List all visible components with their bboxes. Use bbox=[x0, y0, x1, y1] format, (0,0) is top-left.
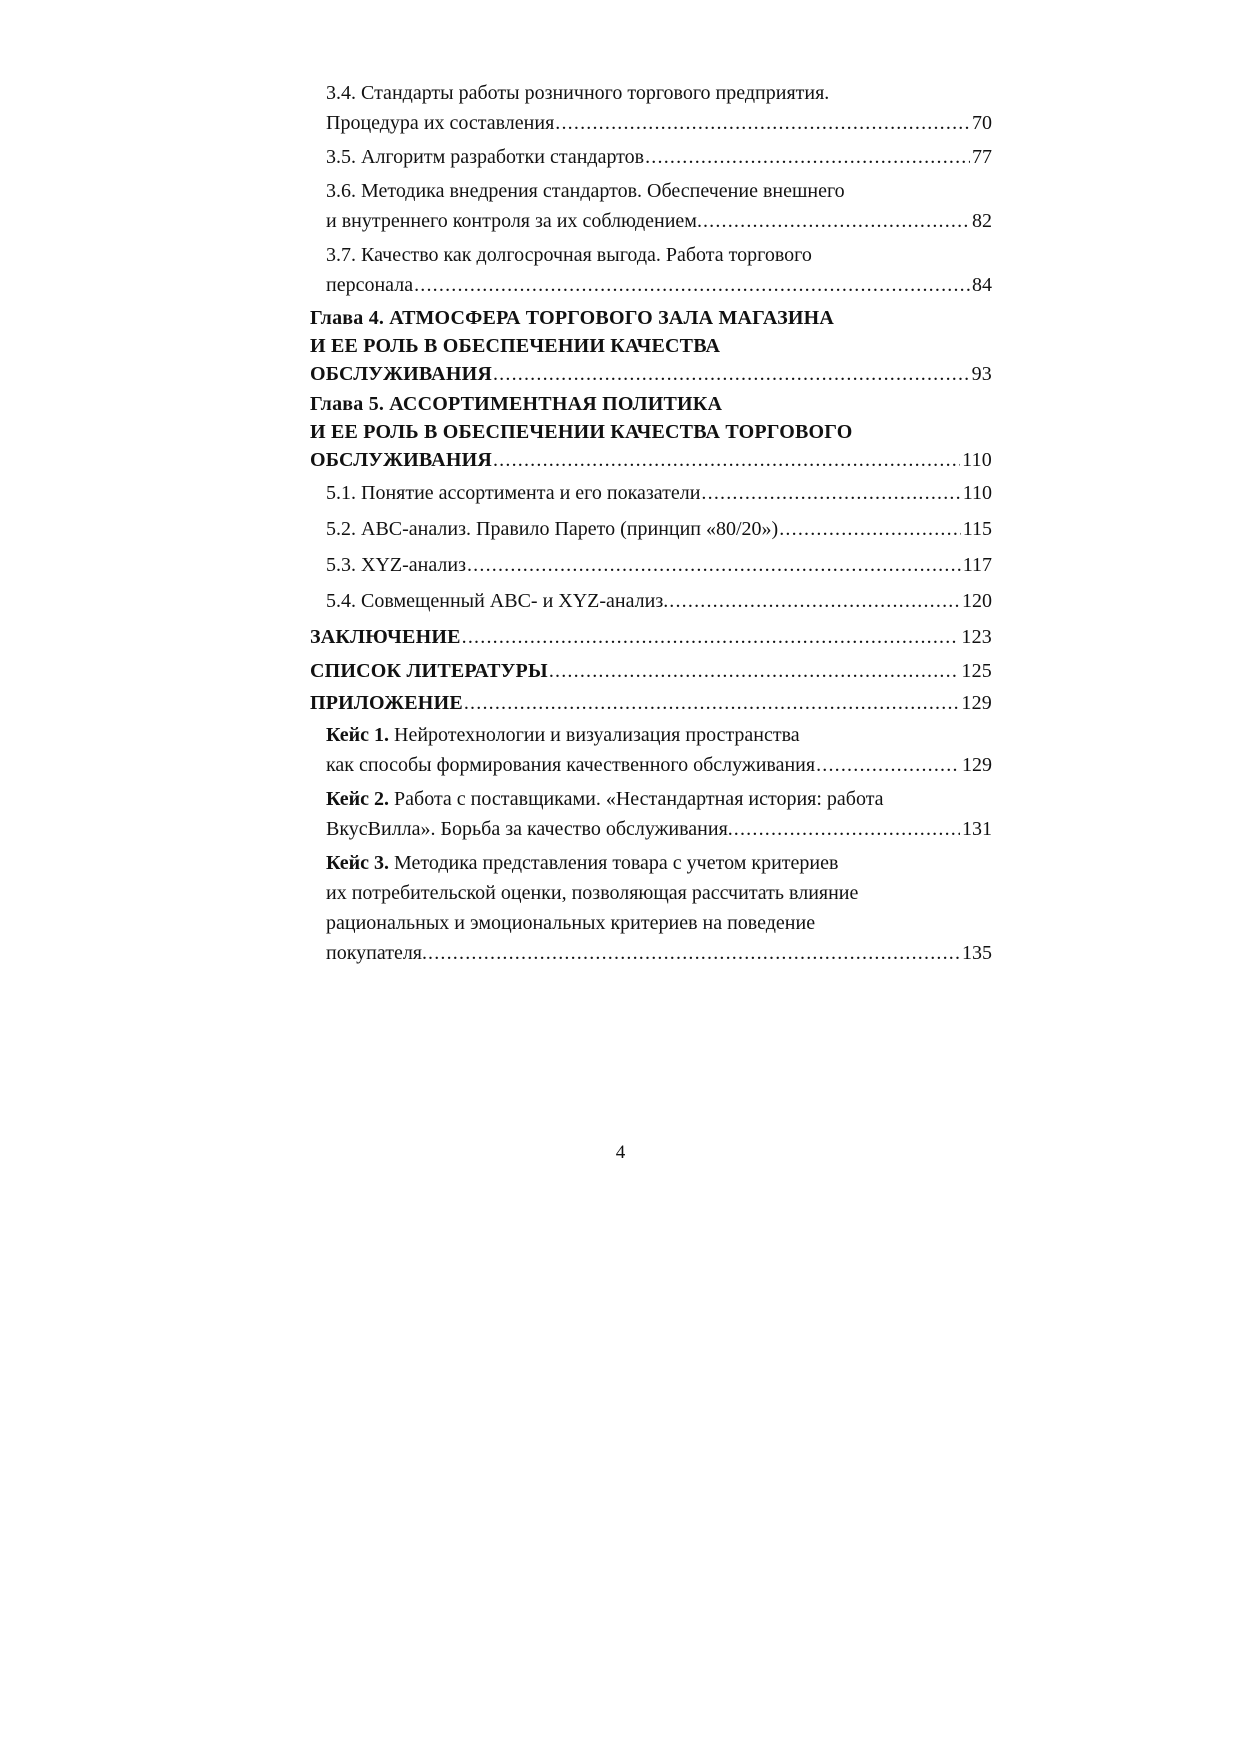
toc-page-number: 120 bbox=[962, 590, 992, 612]
toc-case-1[interactable] bbox=[326, 720, 992, 780]
toc-page-number: 117 bbox=[962, 554, 992, 576]
toc-entry-text: 5.3. XYZ-анализ bbox=[326, 554, 466, 576]
toc-chapter-title: ОБСЛУЖИВАНИЯ bbox=[310, 363, 492, 385]
toc-chapter-title: ОБСЛУЖИВАНИЯ bbox=[310, 449, 492, 471]
toc-chapter-title: Глава 4. АТМОСФЕРА ТОРГОВОГО ЗАЛА МАГАЗИНА bbox=[310, 307, 834, 329]
toc-chapter-5[interactable] bbox=[310, 390, 992, 474]
toc-entry-3-4[interactable] bbox=[326, 78, 992, 138]
case-first-line bbox=[326, 784, 992, 814]
toc-entry-text: персонала bbox=[326, 274, 414, 296]
case-title: Работа с поставщиками. «Нестандартная история: работа bbox=[394, 788, 884, 810]
toc-entry-text: их потребительской оценки, позволяющая рассчитать влияние bbox=[326, 882, 859, 904]
dot-leader bbox=[645, 142, 970, 172]
case-label: Кейс 2. bbox=[326, 788, 390, 810]
toc-page-number: 129 bbox=[961, 692, 992, 714]
case-title: Методика представления товара с учетом критериев bbox=[394, 852, 839, 874]
toc-page-number: 123 bbox=[961, 626, 992, 648]
toc-entry-text: как способы формирования качественного обслуживания bbox=[326, 754, 816, 776]
toc-page-number: 110 bbox=[962, 482, 992, 504]
case-title: Нейротехнологии и визуализация пространства bbox=[394, 724, 800, 746]
toc-entry-text: Процедура их составления bbox=[326, 112, 555, 134]
toc-entry-text: рациональных и эмоциональных критериев на поведение bbox=[326, 912, 816, 934]
dot-leader bbox=[467, 550, 961, 580]
dot-leader bbox=[779, 514, 961, 544]
toc-page-number: 70 bbox=[972, 112, 992, 134]
case-first-line bbox=[326, 848, 992, 878]
dot-leader bbox=[549, 656, 960, 686]
case-label: Кейс 3. bbox=[326, 852, 390, 874]
toc-page-number: 115 bbox=[962, 518, 992, 540]
toc-page-number: 82 bbox=[972, 210, 992, 232]
case-first-line bbox=[326, 720, 992, 750]
dot-leader bbox=[493, 446, 960, 474]
dot-leader bbox=[428, 938, 960, 968]
toc-chapter-title: ЗАКЛЮЧЕНИЕ bbox=[310, 626, 461, 648]
toc-chapter-title: СПИСОК ЛИТЕРАТУРЫ bbox=[310, 660, 548, 682]
toc-page-number: 135 bbox=[962, 942, 992, 964]
toc-page-number: 131 bbox=[962, 818, 992, 840]
toc-entry-text: 3.7. Качество как долгосрочная выгода. Работа торгового bbox=[326, 244, 812, 266]
toc-entry-3-5[interactable] bbox=[326, 142, 992, 172]
dot-leader bbox=[734, 814, 960, 844]
toc-chapter-title: И ЕЕ РОЛЬ В ОБЕСПЕЧЕНИИ КАЧЕСТВА bbox=[310, 335, 721, 357]
dot-leader bbox=[462, 622, 960, 652]
case-label: Кейс 1. bbox=[326, 724, 390, 746]
toc-entry-3-7[interactable] bbox=[326, 240, 992, 300]
toc-entry-text: 3.4. Стандарты работы розничного торгового предприятия. bbox=[326, 82, 830, 104]
toc-page-number: 77 bbox=[972, 146, 992, 168]
toc-page-number: 93 bbox=[971, 363, 992, 385]
dot-leader bbox=[816, 750, 960, 780]
dot-leader bbox=[493, 360, 970, 388]
toc-page-number: 125 bbox=[961, 660, 992, 682]
toc-entry-text: 5.1. Понятие ассортимента и его показатели bbox=[326, 482, 701, 504]
toc-page-number: 84 bbox=[972, 274, 992, 296]
toc-entry-text: ВкусВилла». Борьба за качество обслуживания. bbox=[326, 818, 733, 840]
toc-case-3[interactable] bbox=[326, 848, 992, 968]
toc-entry-5-3[interactable] bbox=[326, 550, 992, 580]
toc-entry-text: 3.6. Методика внедрения стандартов. Обеспечение внешнего bbox=[326, 180, 845, 202]
toc-entry-5-2[interactable] bbox=[326, 514, 992, 544]
dot-leader bbox=[414, 270, 970, 300]
toc-chapter-title: ПРИЛОЖЕНИЕ bbox=[310, 692, 463, 714]
toc-conclusion[interactable] bbox=[310, 622, 992, 652]
toc-entry-5-4[interactable] bbox=[326, 586, 992, 616]
toc-chapter-title: И ЕЕ РОЛЬ В ОБЕСПЕЧЕНИИ КАЧЕСТВА ТОРГОВОГО bbox=[310, 421, 853, 443]
toc-chapter-4[interactable] bbox=[310, 304, 992, 388]
dot-leader bbox=[669, 586, 960, 616]
table-of-contents bbox=[310, 78, 992, 968]
toc-entry-text: 3.5. Алгоритм разработки стандартов bbox=[326, 146, 645, 168]
dot-leader bbox=[464, 688, 960, 718]
toc-case-2[interactable] bbox=[326, 784, 992, 844]
toc-entry-text: 5.2. АВС-анализ. Правило Парето (принцип «80/20») bbox=[326, 518, 779, 540]
dot-leader bbox=[555, 108, 970, 138]
toc-entry-3-6[interactable] bbox=[326, 176, 992, 236]
toc-appendix[interactable] bbox=[310, 688, 992, 718]
toc-entry-text: покупателя. bbox=[326, 942, 427, 964]
toc-entry-text: 5.4. Совмещенный АВС- и XYZ-анализ. bbox=[326, 590, 669, 612]
toc-literature[interactable] bbox=[310, 656, 992, 686]
toc-entry-text: и внутреннего контроля за их соблюдением. bbox=[326, 210, 702, 232]
dot-leader bbox=[703, 206, 970, 236]
dot-leader bbox=[701, 478, 960, 508]
page-number: 4 bbox=[615, 1142, 626, 1163]
toc-page-number: 110 bbox=[962, 449, 992, 471]
toc-page-number: 129 bbox=[962, 754, 992, 776]
toc-chapter-title: Глава 5. АССОРТИМЕНТНАЯ ПОЛИТИКА bbox=[310, 393, 723, 415]
toc-entry-5-1[interactable] bbox=[326, 478, 992, 508]
